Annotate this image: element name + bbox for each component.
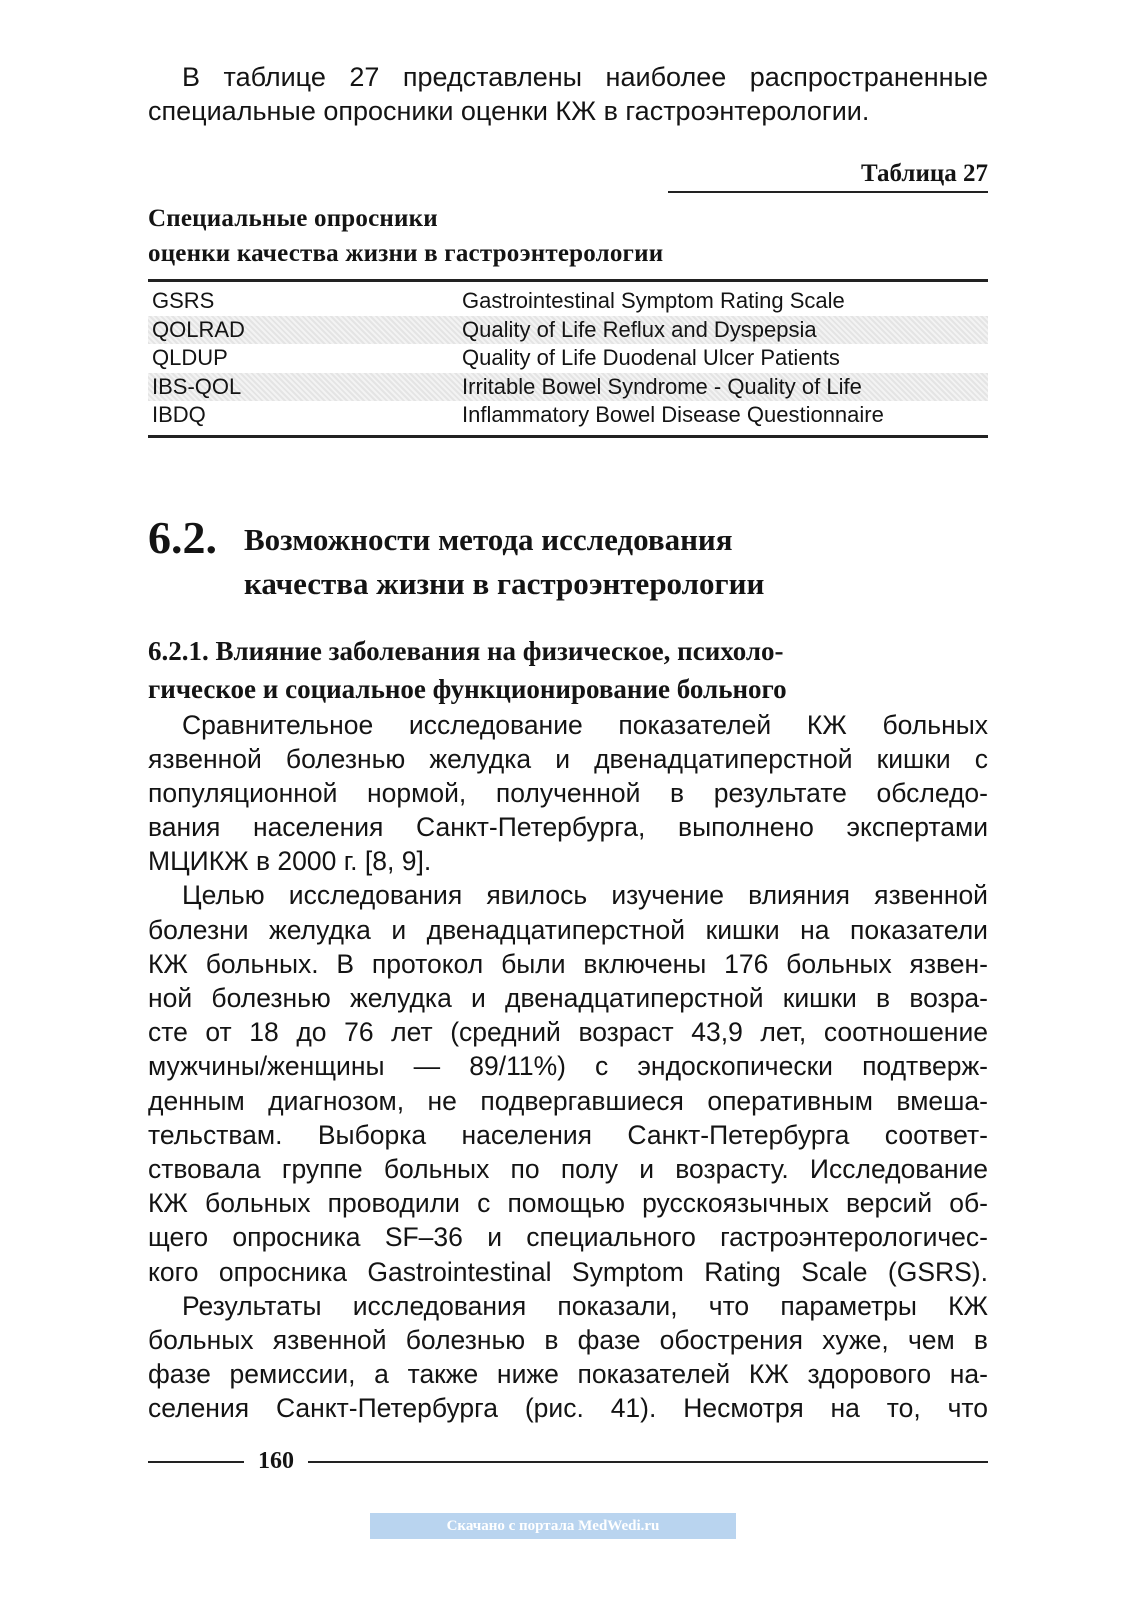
table-cell-name: Quality of Life Duodenal Ulcer Patients	[462, 345, 840, 370]
table-row	[148, 401, 988, 430]
paragraph-line: селения Санкт-Петербурга (рис. 41). Несмотря на то, что	[148, 1393, 988, 1424]
paragraph-line: Результаты исследования показали, что параметры КЖ	[182, 1290, 988, 1321]
table-cell-code: IBS-QOL	[152, 373, 242, 399]
footer-rule	[308, 1461, 988, 1463]
table-title-line: оценки качества жизни в гастроэнтерологии	[148, 240, 664, 267]
paragraph-line: КЖ больных. В протокол были включены 176 больных язвен-	[148, 948, 988, 979]
table-row	[148, 316, 988, 345]
table-label: Таблица 27	[668, 158, 988, 193]
paragraph-line: кого опросника Gastrointestinal Symptom Rating Scale (GSRS).	[148, 1256, 988, 1287]
subsection-title-line: 6.2.1. Влияние заболевания на физическое, психоло-	[148, 635, 784, 666]
watermark-banner: Скачано с портала MedWedi.ru	[370, 1513, 736, 1539]
paragraph-line: Сравнительное исследование показателей КЖ больных	[182, 709, 988, 740]
section-number: 6.2.	[148, 511, 217, 563]
table-cell-code: GSRS	[152, 288, 215, 313]
page-number: 160	[258, 1448, 294, 1474]
table-row	[148, 344, 988, 373]
paragraph-line: сте от 18 до 76 лет (средний возраст 43,9 лет, соотношение	[148, 1017, 988, 1048]
paragraph-line: вания населения Санкт-Петербурга, выполнено экспертами	[148, 812, 988, 843]
paragraph-line: болезни желудка и двенадцатиперстной кишки на показатели	[148, 914, 988, 945]
paragraph-line: мужчины/женщины — 89/11%) с эндоскопически подтверж-	[148, 1051, 988, 1082]
questionnaire-table	[148, 279, 988, 438]
section-title-line: качества жизни в гастроэнтерологии	[244, 565, 765, 601]
table-cell-code: IBDQ	[152, 402, 206, 427]
page-footer	[148, 1448, 988, 1475]
footer-rule	[148, 1461, 244, 1463]
section-heading	[148, 511, 988, 606]
page-content	[148, 60, 988, 1425]
body-paragraph	[148, 1289, 988, 1426]
table-cell-code: QLDUP	[152, 345, 228, 370]
table-row	[148, 287, 988, 316]
table-cell-name: Quality of Life Reflux and Dyspepsia	[462, 316, 817, 342]
table-cell-name: Inflammatory Bowel Disease Questionnaire	[462, 402, 884, 427]
intro-paragraph: В таблице 27 представлены наиболее распространенные специальные опросники оценки КЖ в гастроэнтерологии.	[148, 62, 988, 126]
body-paragraph	[148, 708, 988, 879]
table-cell-name: Irritable Bowel Syndrome - Quality of Life	[462, 373, 862, 399]
table-label-wrap	[148, 158, 988, 193]
body-paragraph	[148, 878, 988, 1288]
table-title-line: Специальные опросники	[148, 205, 438, 232]
table-title	[148, 201, 988, 271]
paragraph-line: язвенной болезнью желудка и двенадцатиперстной кишки с	[148, 743, 988, 774]
paragraph-line: щего опросника SF–36 и специального гастроэнтерологичес-	[148, 1222, 988, 1253]
paragraph-line: Целью исследования явилось изучение влияния язвенной	[182, 880, 988, 911]
section-title-line: Возможности метода исследования	[244, 521, 733, 557]
table-cell-name: Gastrointestinal Symptom Rating Scale	[462, 288, 845, 313]
table-row	[148, 373, 988, 402]
subsection-title-line: гическое и социальное функционирование больного	[148, 673, 787, 704]
table-cell-code: QOLRAD	[152, 316, 245, 342]
paragraph-line: популяционной нормой, полученной в результате обследо-	[148, 777, 988, 808]
paragraph-line: тельствам. Выборка населения Санкт-Петербурга соответ-	[148, 1119, 988, 1150]
paragraph-line: КЖ больных проводили с помощью русскоязычных версий об-	[148, 1188, 988, 1219]
section-title	[244, 516, 764, 606]
paragraph-line: ной болезнью желудка и двенадцатиперстной кишки в возра-	[148, 983, 988, 1013]
paragraph-line: денным диагнозом, не подвергавшиеся оперативным вмеша-	[148, 1085, 988, 1116]
paragraph-line: больных язвенной болезнью в фазе обострения хуже, чем в	[148, 1324, 988, 1355]
subsection-heading	[148, 632, 988, 708]
paragraph-line: фазе ремиссии, а также ниже показателей КЖ здорового на-	[148, 1359, 988, 1390]
paragraph-line: МЦИКЖ в 2000 г. [8, 9].	[148, 846, 432, 877]
paragraph-line: ствовала группе больных по полу и возрасту. Исследование	[148, 1153, 988, 1184]
